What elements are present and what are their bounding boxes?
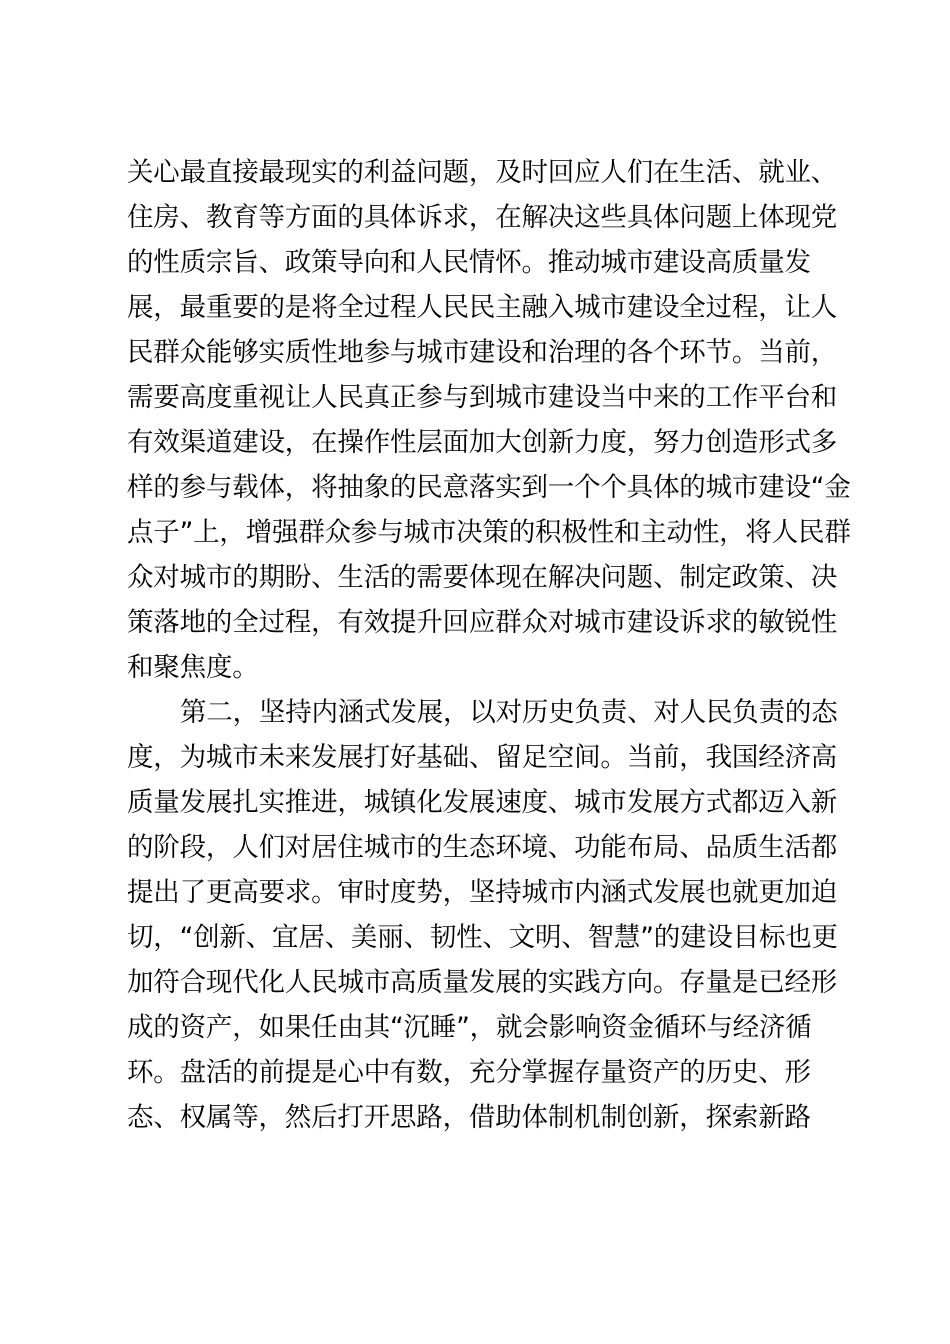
- text-line: 环。盘活的前提是心中有数，充分掌握存量资产的历史、形: [127, 1057, 811, 1088]
- text-line: 有效渠道建设，在操作性层面加大创新力度，努力创造形式多: [127, 427, 838, 458]
- text-line: 加符合现代化人民城市高质量发展的实践方向。存量是已经形: [127, 967, 838, 998]
- text-line: 态、权属等，然后打开思路，借助体制机制创新，探索新路: [127, 1102, 811, 1133]
- text-line: 提出了更高要求。审时度势，坚持城市内涵式发展也就更加迫: [127, 877, 838, 908]
- text-line: 和聚焦度。: [127, 652, 259, 683]
- paragraph-start-line: 第二，坚持内涵式发展，以对历史负责、对人民负责的态: [180, 697, 838, 728]
- text-line: 点子”上，增强群众参与城市决策的积极性和主动性，将人民群: [127, 517, 851, 548]
- text-line: 样的参与载体，将抽象的民意落实到一个个具体的城市建设“金: [127, 472, 851, 503]
- text-line: 的性质宗旨、政策导向和人民情怀。推动城市建设高质量发: [127, 247, 811, 278]
- text-line: 住房、教育等方面的具体诉求，在解决这些具体问题上体现党: [127, 202, 838, 233]
- text-line: 质量发展扎实推进，城镇化发展速度、城市发展方式都迈入新: [127, 787, 838, 818]
- body-text: [127, 150, 851, 1140]
- text-line: 切，“创新、宜居、美丽、韧性、文明、智慧”的建设目标也更: [127, 922, 838, 953]
- text-line: 度，为城市未来发展打好基础、留足空间。当前，我国经济高: [127, 742, 838, 773]
- text-line: 的阶段，人们对居住城市的生态环境、功能布局、品质生活都: [127, 832, 838, 863]
- text-line: 众对城市的期盼、生活的需要体现在解决问题、制定政策、决: [127, 562, 838, 593]
- text-line: 需要高度重视让人民真正参与到城市建设当中来的工作平台和: [127, 382, 838, 413]
- text-line: 展，最重要的是将全过程人民民主融入城市建设全过程，让人: [127, 292, 838, 323]
- text-line: 成的资产，如果任由其“沉睡”，就会影响资金循环与经济循: [127, 1012, 812, 1043]
- text-line: 民群众能够实质性地参与城市建设和治理的各个环节。当前，: [127, 337, 838, 368]
- text-line: 关心最直接最现实的利益问题，及时回应人们在生活、就业、: [127, 157, 838, 188]
- text-line: 策落地的全过程，有效提升回应群众对城市建设诉求的敏锐性: [127, 607, 838, 638]
